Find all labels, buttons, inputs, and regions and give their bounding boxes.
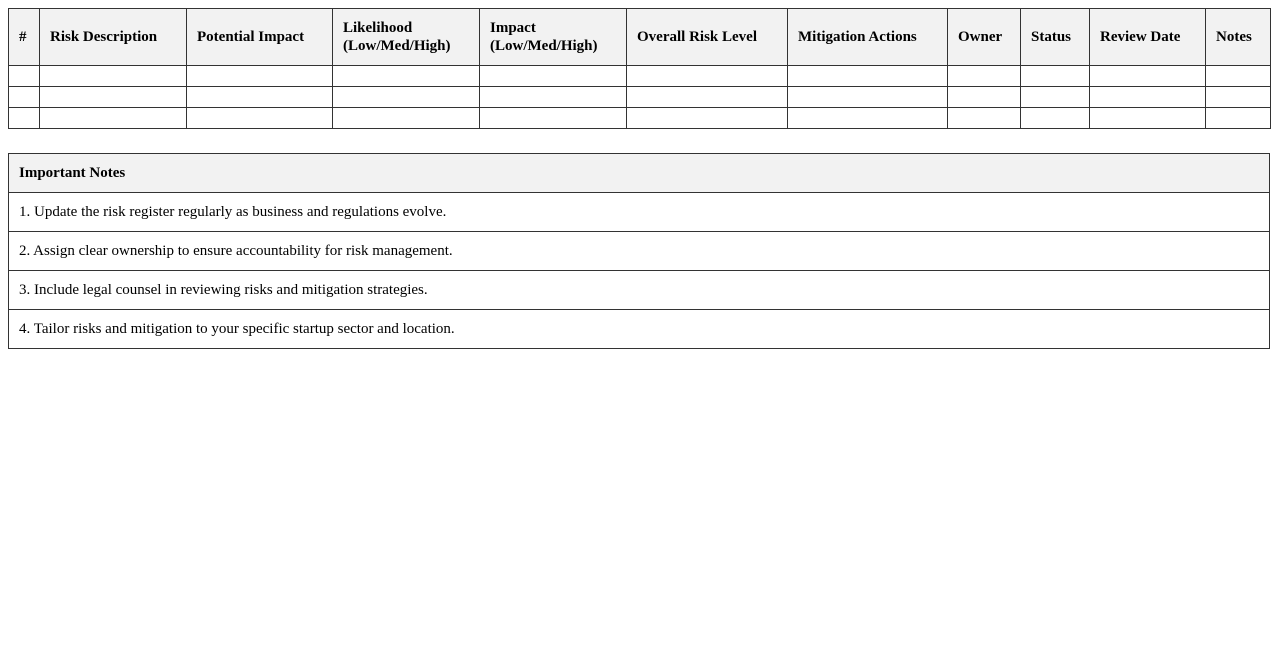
important-notes-table bbox=[8, 153, 1270, 349]
table-cell[interactable] bbox=[187, 66, 333, 87]
column-header-status: Status bbox=[1021, 9, 1090, 66]
table-cell[interactable] bbox=[1206, 66, 1271, 87]
notes-title: Important Notes bbox=[9, 154, 1270, 193]
table-cell[interactable] bbox=[333, 108, 480, 129]
note-item: 4. Tailor risks and mitigation to your specific startup sector and location. bbox=[9, 310, 1270, 349]
table-cell[interactable] bbox=[1090, 66, 1206, 87]
column-header-mitigation-actions: Mitigation Actions bbox=[788, 9, 948, 66]
table-cell[interactable] bbox=[627, 108, 788, 129]
table-cell[interactable] bbox=[1021, 66, 1090, 87]
column-header-notes: Notes bbox=[1206, 9, 1271, 66]
table-cell[interactable] bbox=[1021, 87, 1090, 108]
table-cell[interactable] bbox=[788, 108, 948, 129]
table-cell[interactable] bbox=[788, 87, 948, 108]
table-cell[interactable] bbox=[333, 66, 480, 87]
table-cell[interactable] bbox=[1206, 108, 1271, 129]
table-cell[interactable] bbox=[480, 87, 627, 108]
table-cell[interactable] bbox=[948, 87, 1021, 108]
column-header-potential-impact: Potential Impact bbox=[187, 9, 333, 66]
column-header-likelihood: Likelihood (Low/Med/High) bbox=[333, 9, 480, 66]
column-header-overall-risk-level: Overall Risk Level bbox=[627, 9, 788, 66]
column-header-number: # bbox=[9, 9, 40, 66]
table-cell[interactable] bbox=[9, 66, 40, 87]
table-cell[interactable] bbox=[40, 66, 187, 87]
table-cell[interactable] bbox=[948, 66, 1021, 87]
column-header-review-date: Review Date bbox=[1090, 9, 1206, 66]
table-cell[interactable] bbox=[627, 87, 788, 108]
table-cell[interactable] bbox=[187, 87, 333, 108]
table-cell[interactable] bbox=[480, 66, 627, 87]
table-cell[interactable] bbox=[627, 66, 788, 87]
table-cell[interactable] bbox=[1090, 87, 1206, 108]
table-cell[interactable] bbox=[40, 108, 187, 129]
table-cell[interactable] bbox=[333, 87, 480, 108]
table-cell[interactable] bbox=[788, 66, 948, 87]
table-cell[interactable] bbox=[187, 108, 333, 129]
table-cell[interactable] bbox=[9, 87, 40, 108]
table-row bbox=[9, 66, 1271, 87]
table-cell[interactable] bbox=[948, 108, 1021, 129]
table-cell[interactable] bbox=[1206, 87, 1271, 108]
table-row bbox=[9, 108, 1271, 129]
table-cell[interactable] bbox=[480, 108, 627, 129]
note-item: 3. Include legal counsel in reviewing risks and mitigation strategies. bbox=[9, 271, 1270, 310]
risk-register-table bbox=[8, 8, 1271, 129]
column-header-owner: Owner bbox=[948, 9, 1021, 66]
table-cell[interactable] bbox=[1021, 108, 1090, 129]
note-item: 1. Update the risk register regularly as business and regulations evolve. bbox=[9, 193, 1270, 232]
table-row bbox=[9, 87, 1271, 108]
column-header-risk-description: Risk Description bbox=[40, 9, 187, 66]
table-cell[interactable] bbox=[9, 108, 40, 129]
column-header-impact: Impact (Low/Med/High) bbox=[480, 9, 627, 66]
table-cell[interactable] bbox=[1090, 108, 1206, 129]
table-header-row bbox=[9, 9, 1271, 66]
table-cell[interactable] bbox=[40, 87, 187, 108]
note-item: 2. Assign clear ownership to ensure accountability for risk management. bbox=[9, 232, 1270, 271]
